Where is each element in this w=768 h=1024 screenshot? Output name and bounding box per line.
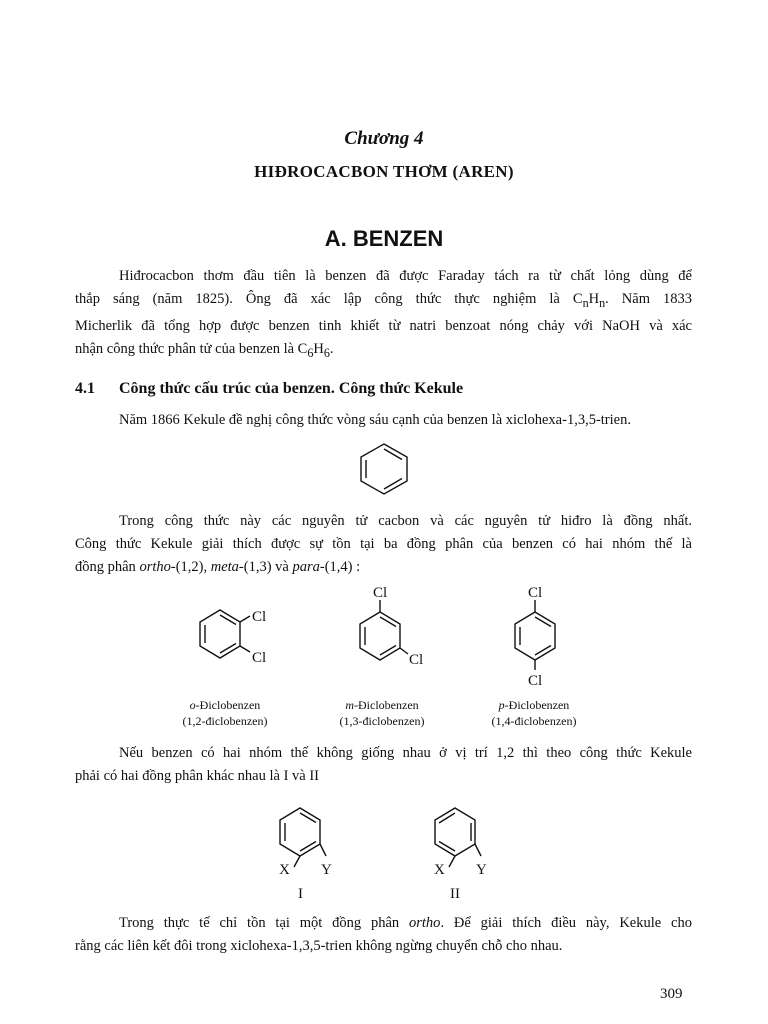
ortho-caption: o-Điclobenzen (1,2-điclobenzen) <box>182 698 268 728</box>
structure-I <box>265 800 345 905</box>
subsection-title: Công thức cấu trúc của benzen. Công thức Kekule <box>119 380 464 397</box>
para3-line-2: phải có hai đồng phân khác nhau là I và II <box>75 768 319 784</box>
chlorine-label: Cl <box>409 652 424 668</box>
para-caption: p-Điclobenzen (1,4-điclobenzen) <box>491 698 577 728</box>
intro-line-2: thắp sáng (năm 1825). Ông đã xác lập công thức thực nghiệm là $C_nH_n$. Năm 1833 <box>75 291 692 310</box>
chlorine-label: Cl <box>373 585 388 601</box>
benzene-ring-structure <box>352 440 416 496</box>
para2-line-3: đồng phân ortho-(1,2), meta-(1,3) và para-(1,4) : <box>75 559 361 575</box>
para3-line-1: Nếu benzen có hai nhóm thế không giống nhau ở vị trí 1,2 thì theo công thức Kekule <box>119 745 692 761</box>
subsection-number: 4.1 <box>75 380 95 397</box>
intro-line-3: Micherlik đã tổng hợp được benzen tinh khiết từ natri benzoat nóng chảy với NaOH và xác <box>75 317 692 334</box>
chlorine-label: Cl <box>252 650 267 666</box>
para2-line-2: Công thức Kekule giải thích được sự tồn tại ba đồng phân của benzen có hai nhóm thế là <box>75 536 692 552</box>
meta-caption: m-Điclobenzen (1,3-điclobenzen) <box>339 698 425 728</box>
para4-line-1: Trong thực tế chỉ tồn tại một đồng phân ortho. Để giải thích điều này, Kekule cho <box>119 915 692 931</box>
paragraph-kekule-explanation <box>75 912 692 958</box>
ortho-dichlorobenzene-structure <box>190 600 290 680</box>
structure-label-II: II <box>450 886 460 902</box>
substituent-y-label: Y <box>321 862 332 878</box>
intro-paragraph <box>75 265 692 365</box>
chapter-label: Chương 4 <box>344 128 424 149</box>
substituent-x-label: X <box>279 862 290 878</box>
meta-dichlorobenzene-structure <box>345 582 445 682</box>
section-title: A. BENZEN <box>324 226 444 251</box>
chlorine-label: Cl <box>528 585 543 601</box>
intro-line-1: Hiđrocacbon thơm đầu tiên là benzen đã được Faraday tách ra từ chất lỏng dùng để <box>119 268 692 284</box>
paragraph-kekule-isomers <box>75 742 692 788</box>
substituent-y-label: Y <box>476 862 487 878</box>
chlorine-label: Cl <box>252 609 267 625</box>
chapter-title: HIĐROCACBON THƠM (AREN) <box>254 162 514 181</box>
substituent-x-label: X <box>434 862 445 878</box>
kekule-sentence: Năm 1866 Kekule đề nghị công thức vòng sáu cạnh của benzen là xiclohexa-1,3,5-trien. <box>119 412 631 428</box>
chlorine-label: Cl <box>528 673 543 689</box>
paragraph-isomers <box>75 510 692 579</box>
para-dichlorobenzene-structure <box>500 582 570 692</box>
page-number: 309 <box>660 986 683 1002</box>
structure-II <box>420 800 500 905</box>
intro-line-4: nhận công thức phân tử của benzen là $C_6H_6$. <box>75 340 334 360</box>
para4-line-2: rằng các liên kết đôi trong xiclohexa-1,3,5-trien không ngừng chuyển chỗ cho nhau. <box>75 938 563 954</box>
para2-line-1: Trong công thức này các nguyên tử cacbon và các nguyên tử hiđro là đồng nhất. <box>119 513 692 529</box>
structure-label-I: I <box>298 886 303 902</box>
